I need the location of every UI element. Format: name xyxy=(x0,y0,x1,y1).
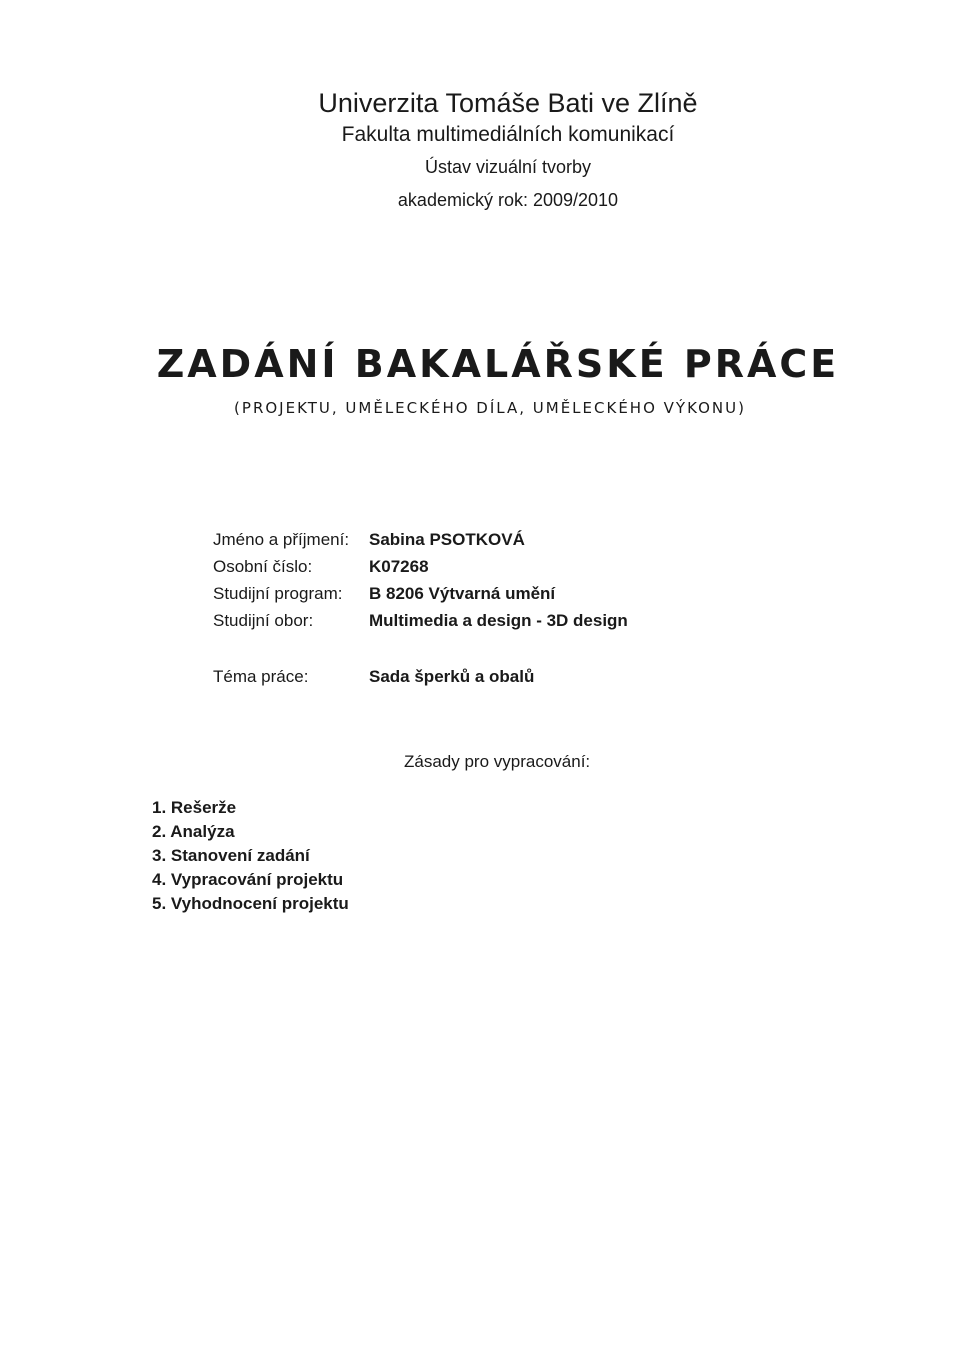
info-row-name xyxy=(0,530,960,558)
faculty-name: Fakulta multimediálních komunikací xyxy=(341,123,675,146)
field-value: Multimedia a design - 3D design xyxy=(369,611,628,630)
document-title: ZADÁNÍ BAKALÁŘSKÉ PRÁCE xyxy=(156,342,840,386)
info-row-id xyxy=(0,557,960,585)
field-label: Studijní obor: xyxy=(213,611,314,630)
info-row-topic xyxy=(0,667,960,695)
info-row-program xyxy=(0,584,960,612)
department-name: Ústav vizuální tvorby xyxy=(424,157,592,177)
document-header xyxy=(0,86,960,216)
topic-label: Téma práce: xyxy=(213,667,309,686)
document-subtitle: (PROJEKTU, UMĚLECKÉHO DÍLA, UMĚLECKÉHO VÝKONU) xyxy=(234,399,746,417)
name-label: Jméno a příjmení: xyxy=(213,530,350,549)
list-item: 5. Vyhodnocení projektu xyxy=(152,894,349,913)
info-row-field xyxy=(0,611,960,639)
list-item: 4. Vypracování projektu xyxy=(152,870,344,889)
topic-value: Sada šperků a obalů xyxy=(369,667,535,686)
principles-heading: Zásady pro vypracování: xyxy=(404,752,591,771)
list-item: 2. Analýza xyxy=(152,822,235,841)
id-value: K07268 xyxy=(369,557,429,576)
university-name: Univerzita Tomáše Bati ve Zlíně xyxy=(318,88,698,118)
principles-list xyxy=(152,796,349,916)
academic-year: akademický rok: 2009/2010 xyxy=(397,190,619,210)
program-label: Studijní program: xyxy=(213,584,343,603)
list-item: 3. Stanovení zadání xyxy=(152,846,310,865)
id-label: Osobní číslo: xyxy=(213,557,313,576)
name-value: Sabina PSOTKOVÁ xyxy=(369,530,525,549)
program-value: B 8206 Výtvarná umění xyxy=(369,584,556,603)
list-item: 1. Rešerže xyxy=(152,798,237,817)
